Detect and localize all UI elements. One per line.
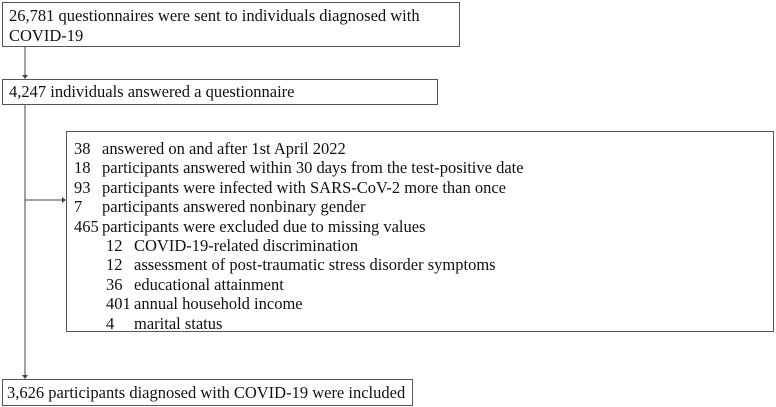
count: 38: [74, 139, 91, 158]
count: 12: [106, 235, 123, 255]
missing-item: [74, 275, 773, 294]
count: 18: [74, 158, 91, 178]
variable: COVID-19-related discrimination: [134, 235, 359, 255]
exclusion-item: [74, 178, 773, 197]
variable: assessment of post-traumatic stress disorder symptoms: [134, 255, 496, 275]
count: 4: [106, 313, 115, 333]
reason: participants were excluded due to missing values: [102, 216, 426, 236]
exclusion-item: [74, 158, 773, 177]
exclusions-box: [66, 131, 774, 332]
included-box: [2, 379, 413, 406]
exclusion-item: [74, 217, 773, 236]
variable: marital status: [134, 313, 223, 333]
missing-item: [74, 236, 773, 255]
exclusion-item: [74, 197, 773, 216]
missing-item: [74, 314, 773, 333]
count: 36: [106, 274, 123, 294]
reason: participants answered within 30 days from the test-positive date: [102, 158, 524, 178]
questionnaires-sent-box: [2, 2, 460, 47]
missing-item: [74, 255, 773, 274]
questionnaires-sent-text: 26,781 questionnaires were sent to individuals diagnosed with COVID-19: [9, 6, 420, 45]
reason: participants were infected with SARS-CoV-2 more than once: [102, 177, 507, 197]
count: 93: [74, 177, 91, 197]
missing-item: [74, 294, 773, 313]
count: 7: [74, 197, 83, 217]
variable: educational attainment: [134, 274, 284, 294]
included-text: 3,626 participants diagnosed with COVID-19 were included: [7, 383, 406, 402]
count: 12: [106, 255, 123, 275]
reason: answered on and after 1st April 2022: [102, 139, 346, 158]
count: 465: [74, 216, 99, 236]
answered-text: 4,247 individuals answered a questionnaire: [9, 82, 295, 101]
count: 401: [106, 294, 131, 314]
reason: participants answered nonbinary gender: [102, 197, 366, 217]
variable: annual household income: [134, 294, 303, 314]
answered-box: [2, 79, 438, 105]
exclusion-item: [74, 139, 773, 158]
